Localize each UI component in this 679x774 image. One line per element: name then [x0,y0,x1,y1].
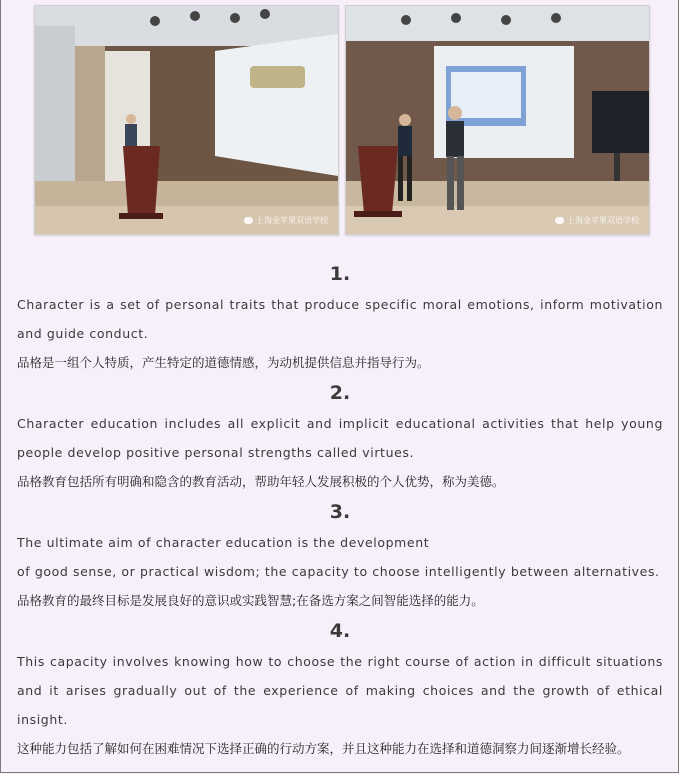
english-paragraph: Character education includes all explicit and implicit educational activities that help young people develop positive personal strengths called virtues. [17,416,663,460]
photo-lecture-presenters[interactable] [345,5,650,235]
english-paragraph-line-2: of good sense, or practical wisdom; the capacity to choose intelligently between alternatives. [17,564,660,579]
section-number: 4. [329,620,351,642]
article-content [17,258,663,763]
chinese-paragraph: 品格是一组个人特质，产生特定的道德情感，为动机提供信息并指导行为。 [17,355,430,370]
section-number: 3. [329,501,351,523]
section-number: 2. [329,382,351,404]
photo-row [34,5,650,235]
english-paragraph-line-1: The ultimate aim of character education is the development [17,535,430,550]
section-1 [17,258,663,377]
section-number: 1. [329,263,351,285]
chinese-paragraph: 这种能力包括了解如何在困难情况下选择正确的行动方案，并且这种能力在选择和道德洞察力间逐渐增长经验。 [17,741,630,756]
wechat-icon [555,217,564,224]
section-4 [17,615,663,763]
chinese-paragraph: 品格教育包括所有明确和隐含的教育活动，帮助年轻人发展积极的个人优势，称为美德。 [17,474,505,489]
watermark: 上海金苹果双语学校 [555,215,639,226]
watermark: 上海金苹果双语学校 [244,215,328,226]
english-paragraph: Character is a set of personal traits that produce specific moral emotions, inform motivation and guide conduct. [17,297,663,341]
photo-lecture-speaker[interactable] [34,5,339,235]
wechat-icon [244,217,253,224]
section-3 [17,496,663,615]
section-2 [17,377,663,496]
chinese-paragraph: 品格教育的最终目标是发展良好的意识或实践智慧;在备选方案之间智能选择的能力。 [17,593,484,608]
english-paragraph: This capacity involves knowing how to choose the right course of action in difficult situations and it arises gradually out of the experience of making choices and the growth of ethical insight. [17,654,663,727]
